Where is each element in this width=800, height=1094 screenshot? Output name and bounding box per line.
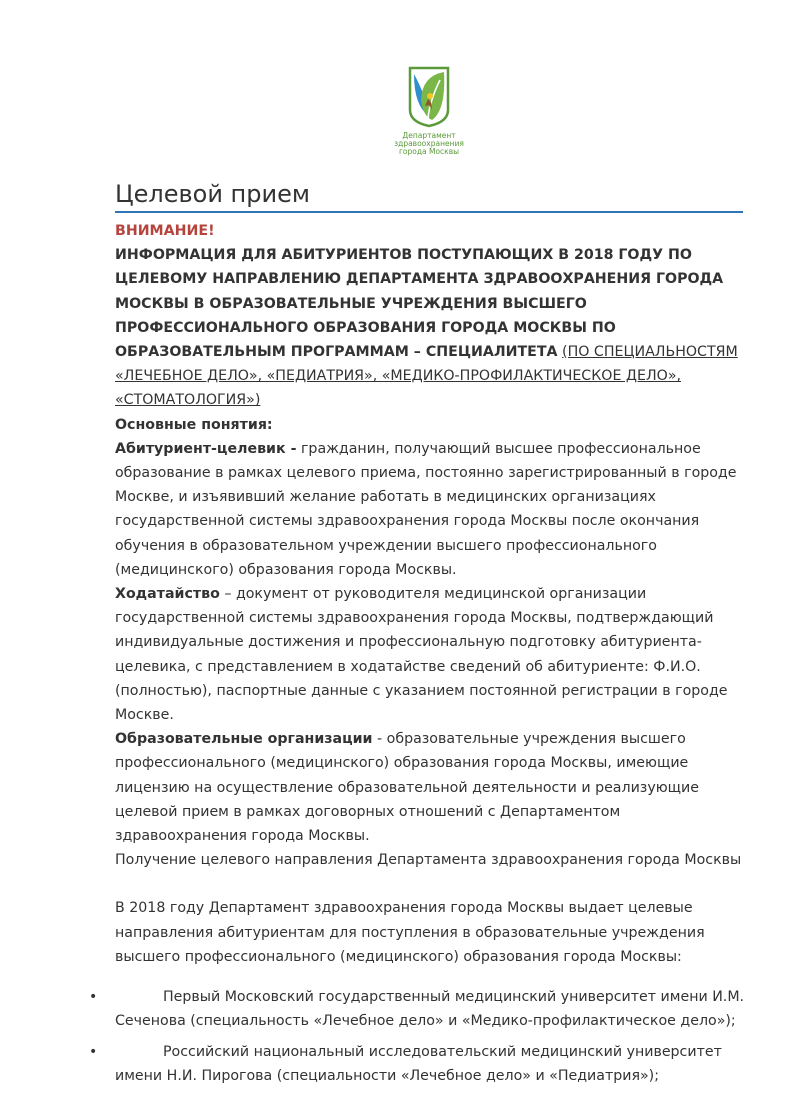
bullet-icon: • [89, 989, 98, 1006]
concept-term: Абитуриент-целевик - [115, 440, 297, 457]
logo-caption: Департамент здравоохранения города Москвы [394, 131, 464, 156]
document-body [89, 219, 745, 1094]
notice-headline [115, 243, 745, 412]
headline-text: ИНФОРМАЦИЯ ДЛЯ АБИТУРИЕНТОВ ПОСТУПАЮЩИХ В 2018 ГОДУ ПО ЦЕЛЕВОМУ НАПРАВЛЕНИЮ ДЕПАРТАМЕНТА ЗДРАВООХРАНЕНИЯ ГОРОДА МОСКВЫ В ОБРАЗОВАТЕЛЬНЫЕ УЧРЕЖДЕНИЯ ВЫСШЕГО ПРОФЕССИОНАЛЬНОГО ОБРАЗОВАНИЯ ГОРОДА МОСКВЫ ПО ОБРАЗОВАТЕЛЬНЫМ ПРОГРАММАМ – СПЕЦИАЛИТЕТА [115, 247, 724, 361]
concept-applicant [115, 437, 745, 582]
university-text: Первый Московский государственный медицинский университет имени И.М. Сеченова (специальность «Лечебное дело» и «Медико-профилактическое дело»); [115, 989, 745, 1030]
intro-paragraph: В 2018 году Департамент здравоохранения города Москвы выдает целевые направления абитуриентам для поступления в образовательные учреждения высшего профессионального (медицинского) образования города Москвы: [115, 900, 705, 965]
concepts-footer: Получение целевого направления Департамента здравоохранения города Москвы [115, 852, 742, 869]
bullet-icon: • [89, 1043, 98, 1060]
concept-petition [115, 582, 745, 727]
attention-label: ВНИМАНИЕ! [115, 223, 215, 239]
department-logo [394, 66, 464, 156]
list-item [89, 985, 745, 1033]
concept-term: Ходатайство [115, 586, 220, 603]
concept-definition: гражданин, получающий высшее профессиональное образование в рамках целевого приема, постоянно зарегистрированный в городе Москве, и изъявивший желание работать в медицинских организациях государственной системы здравоохранения города Москвы после окончания обучения в образовательном учреждении высшего профессионального (медицинского) образования города Москвы. [115, 440, 737, 578]
department-emblem-icon [408, 66, 450, 128]
university-list [89, 985, 745, 1088]
concepts-heading: Основные понятия: [115, 416, 273, 433]
list-item [89, 1040, 745, 1088]
page-title: Целевой прием [115, 180, 310, 208]
title-divider [115, 211, 743, 213]
concept-organizations [115, 727, 745, 848]
concept-term: Образовательные организации [115, 731, 373, 748]
concept-definition: – документ от руководителя медицинской организации государственной системы здравоохранения города Москвы, подтверждающий индивидуальные достижения и профессиональную подготовку абитуриента-целевика, с представлением в ходатайстве сведений об абитуриенте: Ф.И.О. (полностью), паспортные данные с указанием постоянной регистрации в городе Москве. [115, 586, 728, 724]
concept-definition: - образовательные учреждения высшего профессионального (медицинского) образования города Москвы, имеющие лицензию на осуществление образовательной деятельности и реализующие целевой прием в рамках договорных отношений с Департаментом здравоохранения города Москвы. [115, 731, 699, 845]
university-text: Российский национальный исследовательский медицинский университет имени Н.И. Пирогова (специальности «Лечебное дело» и «Педиатрия»); [115, 1043, 722, 1084]
specialties-note: (ПО СПЕЦИАЛЬНОСТЯМ «ЛЕЧЕБНОЕ ДЕЛО», «ПЕДИАТРИЯ», «МЕДИКО-ПРОФИЛАКТИЧЕСКОЕ ДЕЛО», «СТОМАТОЛОГИЯ») [115, 344, 738, 409]
